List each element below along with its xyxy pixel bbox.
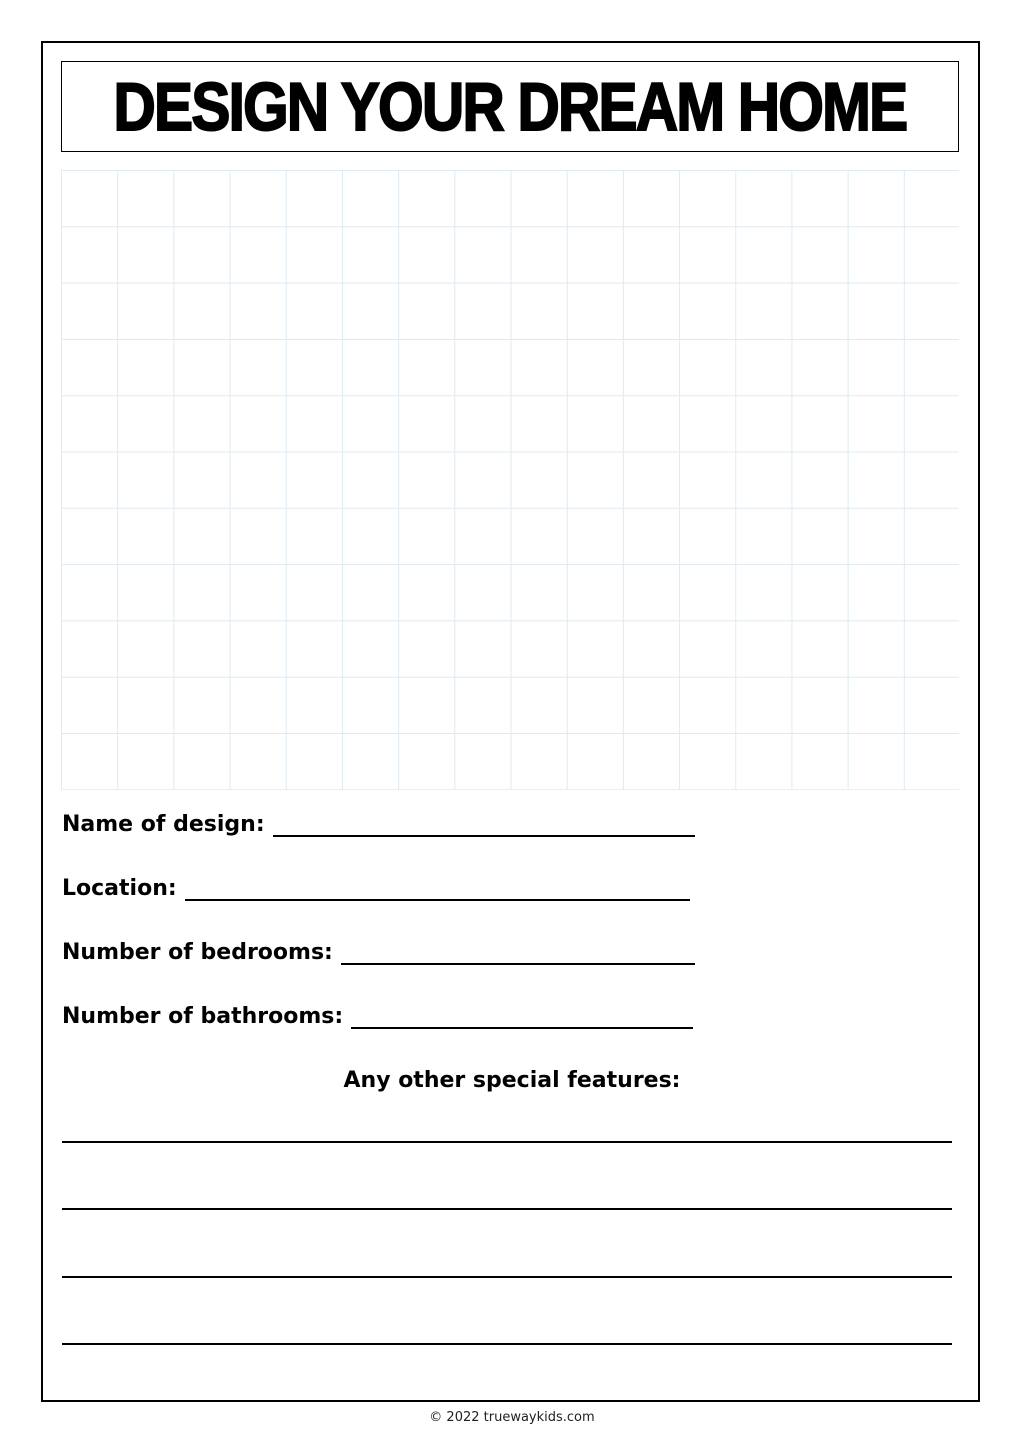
number-of-bedrooms-field xyxy=(62,940,695,965)
special-features-line-3[interactable] xyxy=(62,1276,952,1278)
name-of-design-field xyxy=(62,812,695,837)
name-of-design-blank[interactable] xyxy=(273,815,695,837)
number-of-bathrooms-label: Number of bathrooms: xyxy=(62,1004,344,1029)
copyright-footer: © 2022 truewaykids.com xyxy=(429,1410,595,1425)
name-of-design-label: Name of design: xyxy=(62,812,265,837)
drawing-grid xyxy=(61,170,959,790)
special-features-line-1[interactable] xyxy=(62,1141,952,1143)
number-of-bedrooms-blank[interactable] xyxy=(341,943,695,965)
title-box xyxy=(61,61,959,152)
location-label: Location: xyxy=(62,876,177,901)
number-of-bathrooms-blank[interactable] xyxy=(351,1007,693,1029)
special-features-heading: Any other special features: xyxy=(343,1068,681,1093)
location-field xyxy=(62,876,690,901)
number-of-bedrooms-label: Number of bedrooms: xyxy=(62,940,333,965)
number-of-bathrooms-field xyxy=(62,1004,693,1029)
special-features-line-4[interactable] xyxy=(62,1343,952,1345)
special-features-line-2[interactable] xyxy=(62,1208,952,1210)
worksheet-title: DESIGN YOUR DREAM HOME xyxy=(113,68,907,145)
location-blank[interactable] xyxy=(185,879,690,901)
